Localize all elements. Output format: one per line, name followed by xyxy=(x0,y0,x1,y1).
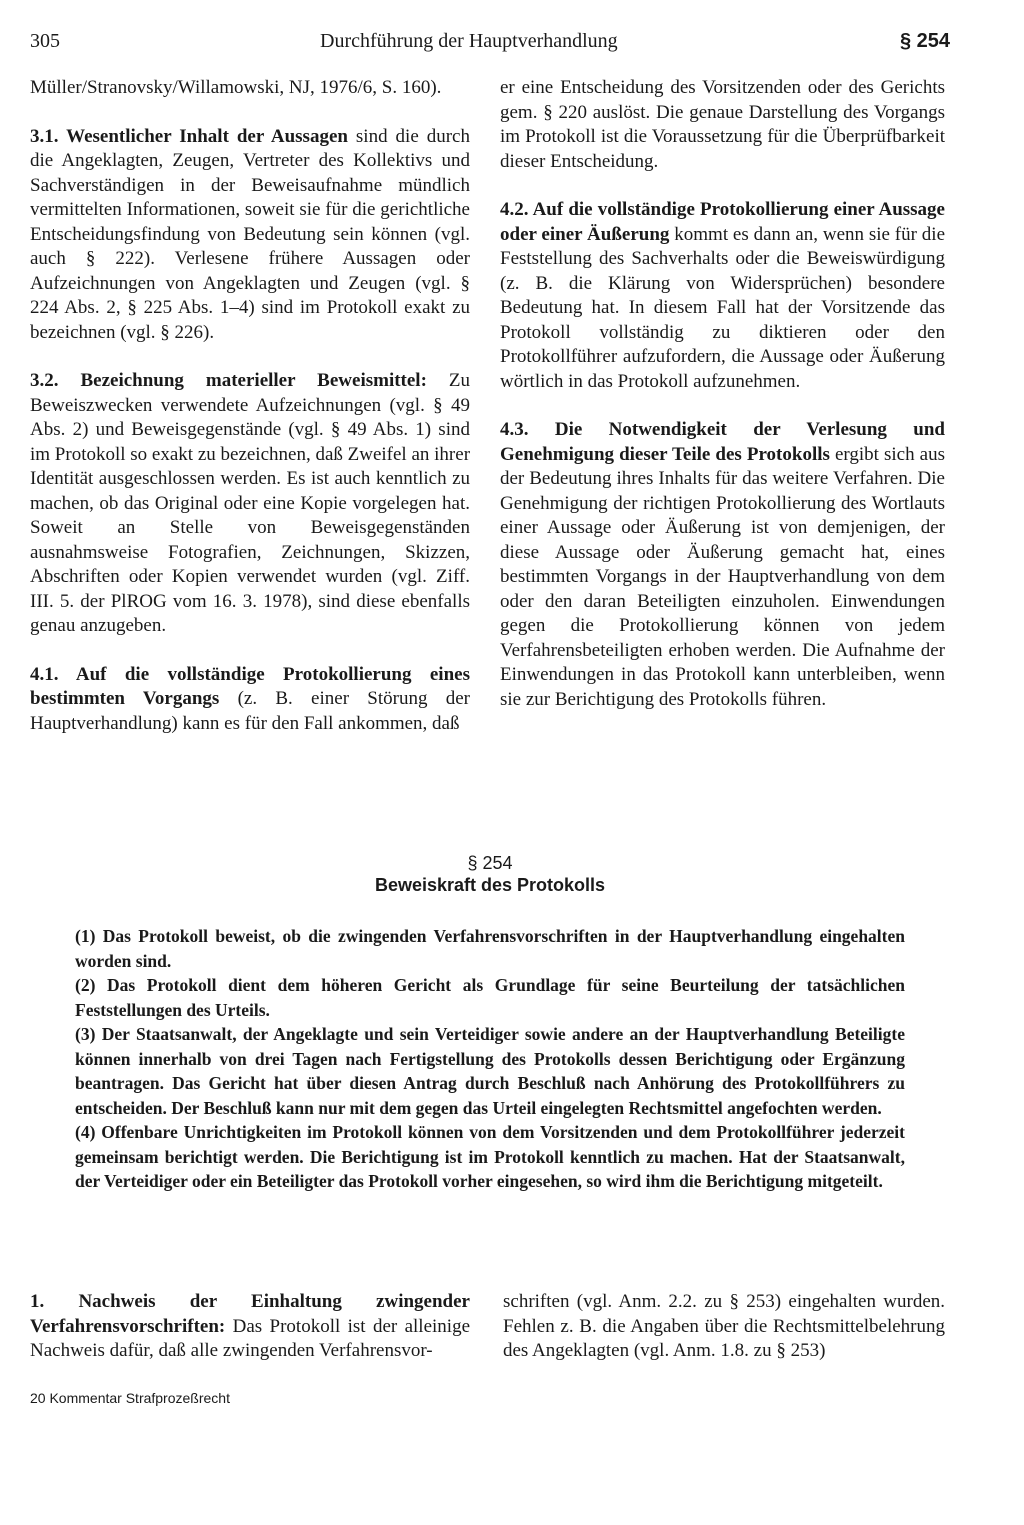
annotation-1-continuation: schriften (vgl. Anm. 2.2. zu § 253) eingehalten wurden. Fehlen z. B. die Angaben über die Rechtsmittelbelehrung des Angeklagten (vgl. Anm. 1.8. zu § 253) xyxy=(503,1291,945,1361)
paragraph-prefix: 4.1. Auf die xyxy=(30,663,168,685)
paragraph-label: vollständige Protokollierung einer Aussage oder einer Äußerung xyxy=(500,199,945,245)
paragraph-prefix: 4.2. Auf die xyxy=(500,199,598,220)
intro-reference: Müller/Stranovsky/Willamowski, NJ, 1976/6, S. 160). xyxy=(30,77,442,98)
paragraph-text: ergibt sich aus der Bedeutung ihres Inhalts für das weitere Verfahren. Die Genehmigung der richtigen Protokollierung des Wortlauts einer Aussage oder Äußerung ist von demjenigen, der diese Aussage oder Äußerung gemacht hat, eines bestimmten Vorgangs in der Hauptverhandlung von dem oder den daran Beteiligten einzuholen. Einwendungen gegen die Protokollierung können von jedem Verfahrensbeteiligten erhoben werden. Die Aufnahme der Einwendungen in das Protokoll kann unterbleiben, wenn sie zur Berichtigung des Protokolls führen. xyxy=(500,443,945,710)
page-footer: 20 Kommentar Strafprozeßrecht xyxy=(30,1390,230,1406)
left-column xyxy=(30,76,470,736)
paragraph-label: 3.2. Bezeichnung materieller Beweismittel: xyxy=(30,370,427,391)
bottom-right-column xyxy=(503,1290,945,1364)
continuation-text: er eine Entscheidung des Vorsitzenden oder des Gerichts gem. § 220 auslöst. Die genaue Darstellung des Vorgangs im Protokoll ist die Voraussetzung für die Überprüfbarkeit dieser Entscheidung. xyxy=(500,77,945,172)
bottom-left-column xyxy=(30,1290,470,1364)
paragraph-4-2 xyxy=(500,198,945,394)
statute-text xyxy=(75,924,905,1194)
paragraph-label: 1. Nachweis der Einhaltung zwingender Verfahrensvorschriften: xyxy=(30,1291,470,1337)
statute-subsection-4: (4) Offenbare Unrichtigkeiten im Protokoll können von dem Vorsitzenden und dem Protokollführer jederzeit gemeinsam berichtigt werden. Die Berichtigung ist im Protokoll kenntlich zu machen. Hat der Staatsanwalt, der Verteidiger oder ein Beteiligter das Protokoll vorher eingesehen, so wird ihm die Berichtigung mitgeteilt. xyxy=(75,1122,905,1191)
paragraph-4-1 xyxy=(30,663,470,737)
paragraph-text: Das Protokoll ist der alleinige Nachweis dafür, daß alle zwingenden Verfahrensvor- xyxy=(30,1315,470,1361)
page-header xyxy=(30,24,950,56)
annotation-1 xyxy=(30,1290,470,1364)
section-marker: § 254 xyxy=(899,30,950,52)
paragraph-prefix: 4.3. Die Notwendigkeit der xyxy=(500,419,807,440)
paragraph-text: sind die durch die Angeklagten, Zeugen, Vertreter des Kollektivs und Sachverständigen in der Beweisaufnahme mündlich vermittelten Informationen, soweit sie für die gerichtliche Entscheidungsfindung von Bedeutung sein können (vgl. auch § 222). Verlesene frühere Aussagen oder Aufzeichnungen von Angeklagten und Zeugen (vgl. § 224 Abs. 2, § 225 Abs. 1–4) sind im Protokoll exakt zu bezeichnen (vgl. § 226). xyxy=(30,125,470,343)
paragraph-4-3 xyxy=(500,418,945,712)
paragraph-text: kommt es dann an, wenn sie für die Feststellung des Sachverhalts oder die Beweiswürdigung (z. B. die Klärung von Widersprüchen) besondere Bedeutung hat. In diesem Fall hat der Vorsitzende das Protokoll vollständig zu diktieren oder den Protokollführer aufzufordern, die Aussage oder Äußerung wörtlich in das Protokoll aufzunehmen. xyxy=(500,223,946,392)
statute-subsection-3: (3) Der Staatsanwalt, der Angeklagte und sein Verteidiger sowie andere an der Hauptverhandlung Beteiligte können innerhalb von drei Tagen nach Fertigstellung des Protokolls dessen Berichtigung oder Ergänzung beantragen. Das Gericht hat über diesen Antrag durch Beschluß nach Anhörung des Protokollführers zu entscheiden. Der Beschluß kann nur mit dem gegen das Urteil eingelegten Rechtsmittel angefochten werden. xyxy=(75,1024,905,1118)
section-title: Beweiskraft des Protokolls xyxy=(374,875,606,895)
statute-subsection-2: (2) Das Protokoll dient dem höheren Gericht als Grundlage für seine Beurteilung der tatsächlichen Feststellungen des Urteils. xyxy=(75,975,905,1020)
statute-subsection-1: (1) Das Protokoll beweist, ob die zwingenden Verfahrensvorschriften in der Hauptverhandlung eingehalten worden sind. xyxy=(75,926,905,971)
section-heading xyxy=(0,852,980,896)
paragraph-3-2 xyxy=(30,369,470,639)
section-number: § 254 xyxy=(467,853,513,873)
paragraph-3-1 xyxy=(30,125,470,346)
paragraph-text: Zu Beweiszwecken verwendete Aufzeichnungen (vgl. § 49 Abs. 2) und Beweisgegenstände (vgl. § 49 Abs. 1) sind im Protokoll so exakt zu bezeichnen, daß Zweifel an ihrer Identität ausgeschlossen werden. Es ist auch kenntlich zu machen, ob das Original oder eine Kopie vorgelegen hat. Soweit an Stelle von Beweisgegenständen ausnahmsweise Fotografien, Zeichnungen, Skizzen, Abschriften oder Kopien verwendet wurden (vgl. Ziff. III. 5. der PlROG vom 16. 3. 1978), sind diese ebenfalls genau anzugeben. xyxy=(30,370,471,636)
paragraph-label: vollständige Protokollierung eines bestimmten Vorgangs xyxy=(30,663,470,709)
paragraph-label: Verlesung und Genehmigung dieser Teile des Protokolls xyxy=(500,419,945,465)
right-column xyxy=(500,76,945,712)
page-number: 305 xyxy=(30,30,60,52)
paragraph-text: (z. B. einer Störung der Hauptverhandlung) kann es für den Fall ankommen, daß xyxy=(30,688,471,734)
running-title: Durchführung der Hauptverhandlung xyxy=(320,30,618,52)
paragraph-label: 3.1. Wesentlicher Inhalt der Aussagen xyxy=(30,125,348,147)
